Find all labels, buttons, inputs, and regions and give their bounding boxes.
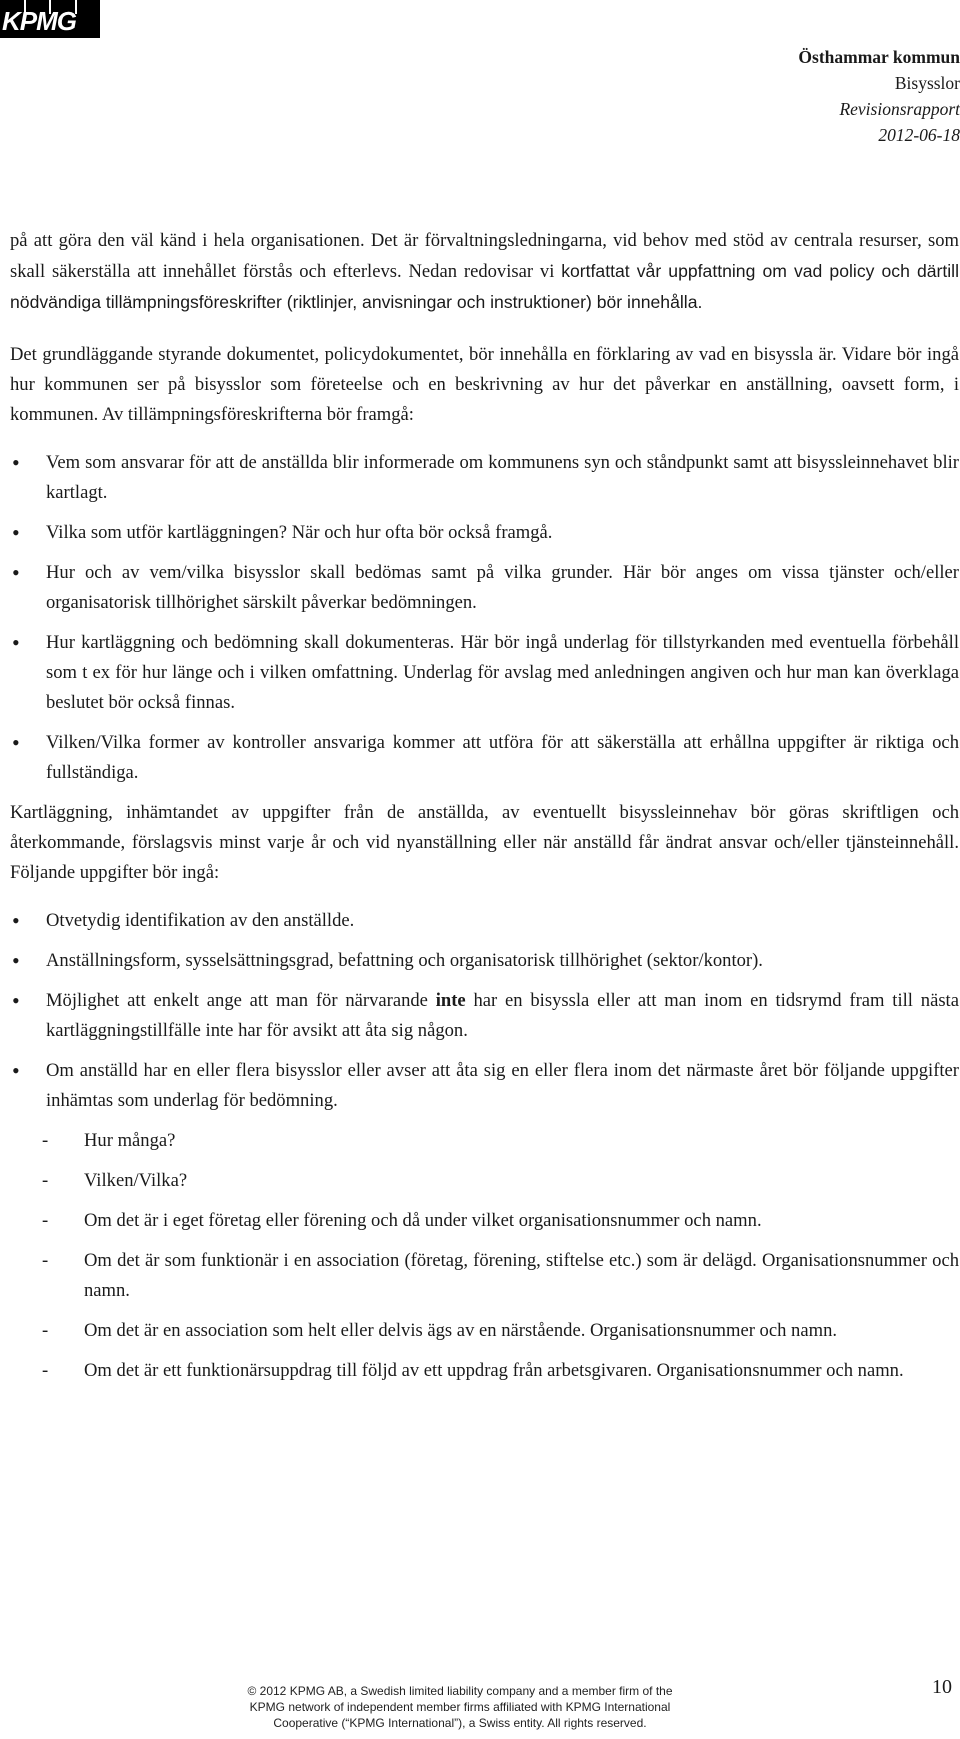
dash-marker: - <box>42 1170 49 1191</box>
dash-item-text: Hur många? <box>84 1130 176 1151</box>
document-body <box>10 226 959 1396</box>
dash-item <box>10 1246 959 1306</box>
list-item-text-post: har en bisyssla eller att man inom en tidsrymd fram till nästa kartläggningstillfälle inte har för avsikt att åta sig någon. <box>46 990 959 1041</box>
dash-item-text: Om det är i eget företag eller förening och då under vilket organisationsnummer och namn. <box>84 1210 762 1231</box>
dash-item <box>10 1316 959 1346</box>
bullet-list-regulations <box>10 448 959 788</box>
dash-marker: - <box>42 1210 49 1231</box>
dash-item <box>10 1206 959 1236</box>
dash-list-questions <box>10 1126 959 1386</box>
dash-marker: - <box>42 1130 49 1151</box>
page-number: 10 <box>932 1676 952 1698</box>
dash-item <box>10 1356 959 1386</box>
header-date: 2012-06-18 <box>878 125 960 145</box>
list-item: • Hur och av vem/vilka bisysslor skall bedömas samt på vilka grunder. Här bör anges om vissa tjänster och/eller organisatorisk tillhörighet särskilt påverkar bedömningen. <box>10 558 959 618</box>
list-item: • Om anställd har en eller flera bisysslor eller avser att åta sig en eller flera inom det närmaste året bör följande uppgifter inhämtas som underlag för bedömning. <box>10 1056 959 1116</box>
dash-item <box>10 1126 959 1156</box>
paragraph-mapping: Kartläggning, inhämtandet av uppgifter från de anställda, av eventuellt bisyssleinnehav bör göras skriftligen och återkommande, förslagsvis minst varje år och vid nyanställning eller när anställd får ändrat ansvar och/eller tjänsteinnehåll. Följande uppgifter bör ingå: <box>10 802 959 883</box>
list-item: • Anställningsform, sysselsättningsgrad, befattning och organisatorisk tillhörighet (sektor/kontor). <box>10 946 959 976</box>
paragraph-intro-serif: på att göra den väl känd i hela organisationen. Det är förvaltningsledningarna, vid behov med stöd av centrala resurser, som skall säkerställa att innehållet förstås och efterlevs. Nedan redovisar vi <box>10 230 959 282</box>
list-item: • Vem som ansvarar för att de anställda blir informerade om kommunens syn och ståndpunkt samt att bisyssleinnehavet blir kartlagt. <box>10 448 959 508</box>
list-item: • Vilken/Vilka former av kontroller ansvariga kommer att utföra för att säkerställa att erhållna uppgifter är riktiga och fullständiga. <box>10 728 959 788</box>
dash-item-text: Vilken/Vilka? <box>84 1170 188 1191</box>
dash-marker: - <box>42 1250 49 1271</box>
bullet-list-information <box>10 906 959 1116</box>
list-item <box>10 986 959 1046</box>
header-company: Östhammar kommun <box>798 47 960 67</box>
paragraph-intro <box>10 226 959 318</box>
document-header <box>540 44 960 148</box>
header-subject: Bisysslor <box>894 73 960 93</box>
kpmg-logo <box>0 0 100 38</box>
logo-text: KPMG <box>2 6 76 36</box>
header-report-type: Revisionsrapport <box>839 99 960 119</box>
list-item-text-pre: Möjlighet att enkelt ange att man för närvarande <box>46 990 436 1011</box>
footer-line: Cooperative (“KPMG International”), a Swiss entity. All rights reserved. <box>273 1716 647 1730</box>
list-item: • Vilka som utför kartläggningen? När och hur ofta bör också framgå. <box>10 518 959 548</box>
list-item: • Otvetydig identifikation av den anställde. <box>10 906 959 936</box>
list-item: • Hur kartläggning och bedömning skall dokumenteras. Här bör ingå underlag för tillstyrkanden med eventuella förbehåll som t ex för hur länge och i vilken omfattning. Underlag för avslag med anledningen angiven och hur man kan överklaga beslutet bör också finnas. <box>10 628 959 718</box>
list-item-emphasis: inte <box>435 990 466 1011</box>
footer-line: KPMG network of independent member firms affiliated with KPMG International <box>249 1700 671 1714</box>
dash-item <box>10 1166 959 1196</box>
dash-item-text: Om det är en association som helt eller delvis ägs av en närstående. Organisationsnummer och namn. <box>84 1320 838 1341</box>
copyright-footer <box>200 1683 720 1731</box>
dash-item-text: Om det är som funktionär i en association (företag, förening, stiftelse etc.) som är delägd. Organisationsnummer och namn. <box>84 1250 959 1301</box>
paragraph-intro-sans: kortfattat vår uppfattning om vad policy och därtill nödvändiga tillämpningsföreskrifter (riktlinjer, anvisningar och instruktioner) bör innehålla. <box>10 261 959 312</box>
footer-line: © 2012 KPMG AB, a Swedish limited liability company and a member firm of the <box>247 1684 673 1698</box>
dash-marker: - <box>42 1360 49 1381</box>
dash-item-text: Om det är ett funktionärsuppdrag till följd av ett uppdrag från arbetsgivaren. Organisationsnummer och namn. <box>84 1360 904 1381</box>
paragraph-policy: Det grundläggande styrande dokumentet, policydokumentet, bör innehålla en förklaring av vad en bisyssla är. Vidare bör ingå hur kommunen ser på bisysslor som företeelse och en beskrivning av hur det påverkar en anställning, oavsett form, i kommunen. Av tillämpningsföreskrifterna bör framgå: <box>10 344 959 425</box>
dash-marker: - <box>42 1320 49 1341</box>
